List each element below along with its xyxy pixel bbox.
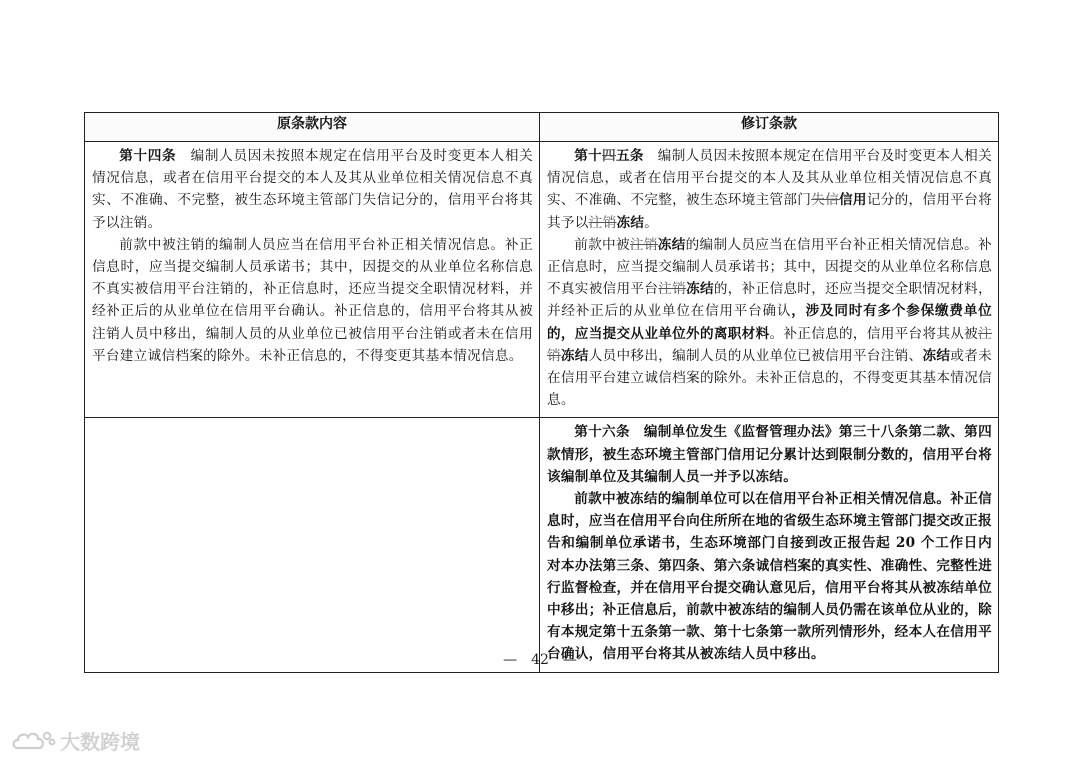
new-paragraph-2: 前款中被冻结的编制单位可以在信用平台补正相关情况信息。补正信息时，应当在信用平台向住所所在地的省级生态环境主管部门提交改正报告和编制单位承诺书，生态环境部门自接到改正报告起 20 个工作日内对本办法第三条、第四条、第六条诚信档案的真实性、准确性、完整性进行监督检查，并在信用平台提交确认意见后，信用平台将其从被冻结单位中移出；补正信息后，前款中被冻结的编制人员仍需在该单位从业的，除有本规定第十五条第一款、第十七条第一款所列情形外，经本人在信用平台确认，信用平台将其从被冻结人员中移出。: [547, 491, 992, 663]
cloud-logo-icon: [10, 728, 56, 754]
inserted-text: 冻结: [657, 236, 686, 253]
inserted-text: 冻结: [686, 281, 714, 298]
revised-paragraph-1: 第十四五条 编制人员因未按照本规定在信用平台及时变更本人相关情况信息，或者在信用平台提交的本人及其从业单位相关情况信息不真实、不准确、不完整，被生态环境主管部门失信信用记分的，信用平台将其予以注销冻结。: [547, 148, 992, 231]
inserted-text: 冻结: [560, 347, 589, 364]
revised-clause-cell: [540, 142, 999, 418]
original-clause-cell: [85, 142, 540, 418]
deleted-text: 注销: [629, 236, 658, 253]
original-paragraph-2: 前款中被注销的编制人员应当在信用平台补正相关情况信息。补正信息时，应当提交编制人员承诺书；其中，因提交的从业单位名称信息不真实被信用平台注销的，补正信息时，还应当提交全职情况材料，并经补正后的从业单位在信用平台确认。补正信息的，信用平台将其从被注销人员中移出，编制人员的从业单位已被信用平台注销或者未在信用平台建立诚信档案的除外。未补正信息的，不得变更其基本情况信息。: [92, 236, 533, 364]
watermark-text: 大数跨境: [60, 730, 140, 754]
page-number: — 42 —: [503, 652, 577, 668]
deleted-text: 注销: [547, 325, 992, 364]
inserted-text: ，涉及同时有多个参保缴费单位的，应当提交从业单位外的离职材料: [547, 303, 992, 342]
deleted-text: 失信: [811, 192, 840, 209]
watermark: [10, 726, 140, 755]
header-revised: 修订条款: [540, 113, 999, 142]
deleted-text: 注销: [588, 214, 617, 231]
inserted-text: 冻结: [922, 347, 951, 364]
comparison-table: [84, 112, 999, 673]
header-original: 原条款内容: [85, 113, 540, 142]
new-paragraph-1: 第十六条 编制单位发生《监督管理办法》第三十八条第二款、第四款情形，被生态环境主管部门信用记分累计达到限制分数的，信用平台将该编制单位及其编制人员一并予以冻结。: [547, 424, 992, 485]
original-paragraph-1: 第十四条 编制人员因未按照本规定在信用平台及时变更本人相关情况信息，或者在信用平台提交的本人及其从业单位相关情况信息不真实、不准确、不完整，被生态环境主管部门失信记分的，信用平台将其予以注销。: [92, 148, 534, 231]
deleted-text: 四: [602, 148, 616, 164]
deleted-text: 注销: [658, 281, 687, 298]
new-clause-cell: [540, 418, 999, 672]
inserted-text: 冻结: [616, 214, 645, 231]
inserted-text: 信用: [839, 192, 867, 209]
original-clause-cell-empty: [85, 418, 540, 672]
revised-paragraph-2: 前款中被注销冻结的编制人员应当在信用平台补正相关情况信息。补正信息时，应当提交编制人员承诺书；其中，因提交的从业单位名称信息不真实被信用平台注销冻结的，补正信息时，还应当提交全职情况材料，并经补正后的从业单位在信用平台确认，涉及同时有多个参保缴费单位的，应当提交从业单位外的离职材料。补正信息的，信用平台将其从被注销冻结人员中移出，编制人员的从业单位已被信用平台注销、冻结或者未在信用平台建立诚信档案的除外。未补正信息的，不得变更其基本情况信息。: [547, 236, 992, 409]
